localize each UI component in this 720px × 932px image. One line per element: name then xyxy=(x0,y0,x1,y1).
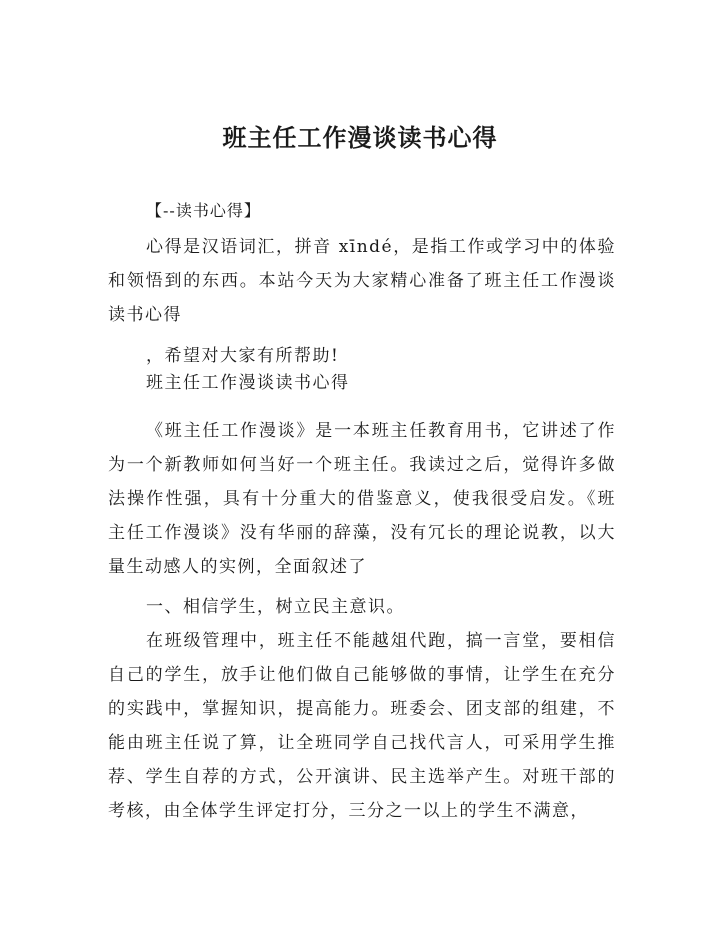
subtitle-line: 班主任工作漫谈读书心得 xyxy=(146,373,350,393)
document-title: 班主任工作漫谈读书心得 xyxy=(222,123,498,152)
body-paragraph-2: 在班级管理中，班主任不能越俎代跑，搞一言堂，要相信自己的学生，放手让他们做自己能够做的事情，让学生在充分的实践中，掌握知识，提高能力。班委会、团支部的组建，不能由班主任说了算，让全班同学自己找代言人，可采用学生推荐、学生自荐的方式，公开演讲、民主选举产生。对班干部的考核，由全体学生评定打分，三分之一以上的学生不满意， xyxy=(108,631,616,821)
section-heading-1: 一、相信学生，树立民主意识。 xyxy=(146,597,405,617)
category-tag: 【--读书心得】 xyxy=(146,201,261,220)
intro-paragraph: 心得是汉语词汇，拼音 xīndé，是指工作或学习中的体验和领悟到的东西。本站今天为大家精心准备了班主任工作漫谈读书心得 xyxy=(108,237,616,325)
wish-line: ，希望对大家有所帮助! xyxy=(146,346,340,366)
body-paragraph-1: 《班主任工作漫谈》是一本班主任教育用书，它讲述了作为一个新教师如何当好一个班主任。我读过之后，觉得许多做法操作性强，具有十分重大的借鉴意义，使我很受启发。《班主任工作漫谈》没有华丽的辞藻，没有冗长的理论说教，以大量生动感人的实例，全面叙述了 xyxy=(108,421,616,577)
